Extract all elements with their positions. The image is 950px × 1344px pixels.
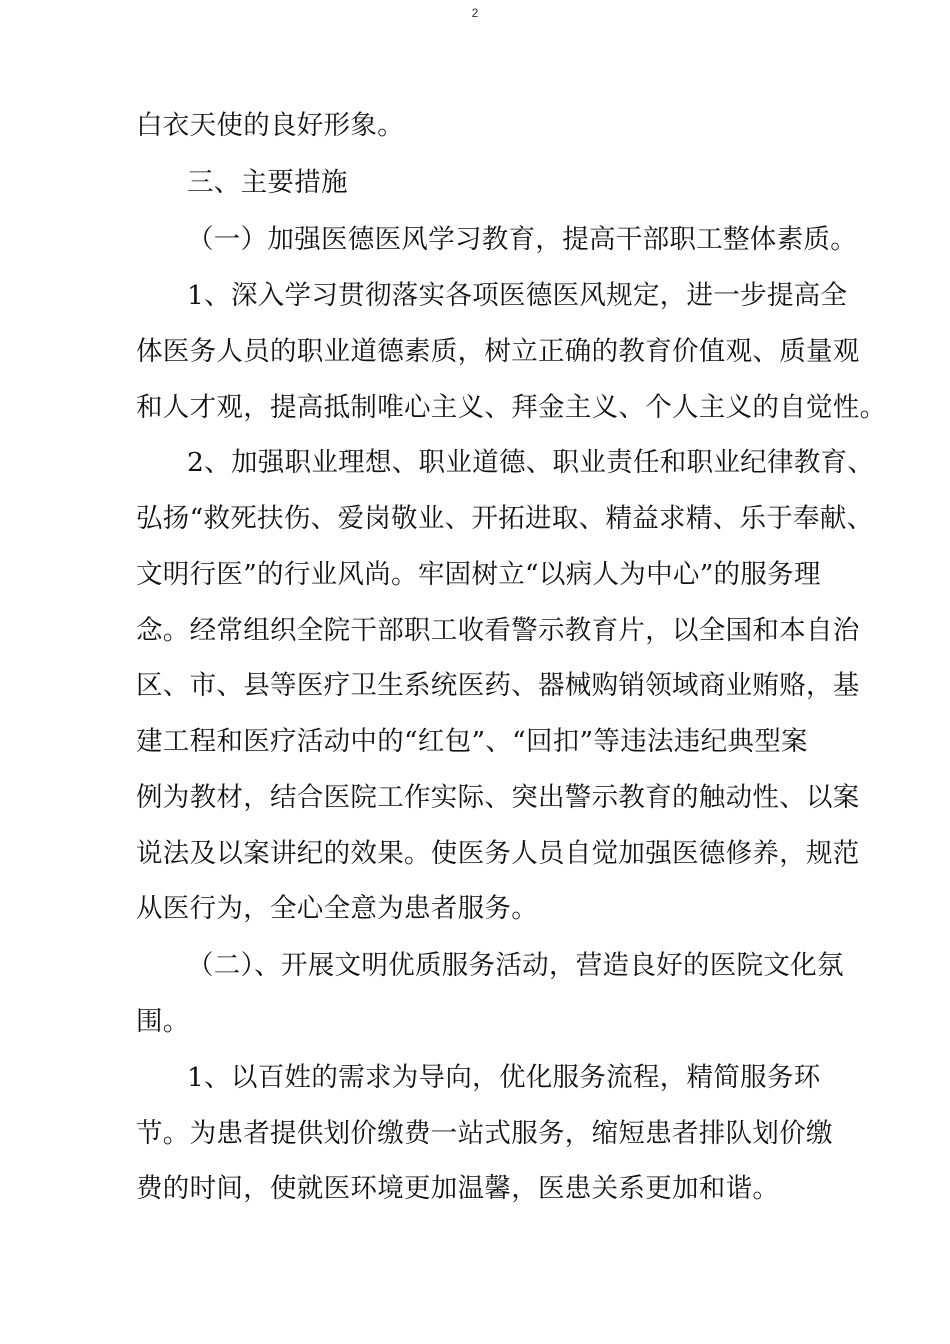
body-line: 体医务人员的职业道德素质，树立正确的教育价值观、质量观 — [136, 336, 860, 367]
body-line: 说法及以案讲纪的效果。使医务人员自觉加强医德修养，规范 — [136, 838, 860, 869]
body-line: 费的时间，使就医环境更加温馨，医患关系更加和谐。 — [136, 1173, 780, 1204]
body-line: 文明行医”的行业风尚。牢固树立“以病人为中心”的服务理 — [136, 559, 821, 590]
body-line: 例为教材，结合医院工作实际、突出警示教育的触动性、以案 — [136, 782, 860, 813]
body-line: 弘扬“救死扶伤、爱岗敬业、开拓进取、精益求精、乐于奉献、 — [136, 503, 874, 534]
subsection-heading: （二）、开展文明优质服务活动，营造良好的医院文化氛 — [187, 950, 844, 981]
subsection-heading: （一）加强医德医风学习教育，提高干部职工整体素质。 — [187, 224, 857, 255]
body-line: 围。 — [136, 1006, 190, 1037]
body-line: 区、市、县等医疗卫生系统医药、器械购销领域商业贿赂，基 — [136, 670, 860, 701]
body-line: 建工程和医疗活动中的“红包”、“回扣”等违法违纪典型案 — [136, 726, 808, 757]
body-line: 2、加强职业理想、职业道德、职业责任和职业纪律教育、 — [187, 447, 875, 478]
body-line: 念。经常组织全院干部职工收看警示教育片，以全国和本自治 — [136, 615, 860, 646]
body-line: 1、深入学习贯彻落实各项医德医风规定，进一步提高全 — [187, 280, 848, 311]
page-number: 2 — [471, 6, 479, 20]
section-heading: 三、主要措施 — [187, 167, 348, 198]
body-line: 从医行为，全心全意为患者服务。 — [136, 893, 538, 924]
body-line: 1、以百姓的需求为导向，优化服务流程，精简服务环 — [187, 1062, 821, 1093]
body-line: 节。为患者提供划价缴费一站式服务，缩短患者排队划价缴 — [136, 1118, 833, 1149]
body-line: 白衣天使的良好形象。 — [136, 110, 404, 141]
body-line: 和人才观，提高抵制唯心主义、拜金主义、个人主义的自觉性。 — [136, 392, 887, 423]
